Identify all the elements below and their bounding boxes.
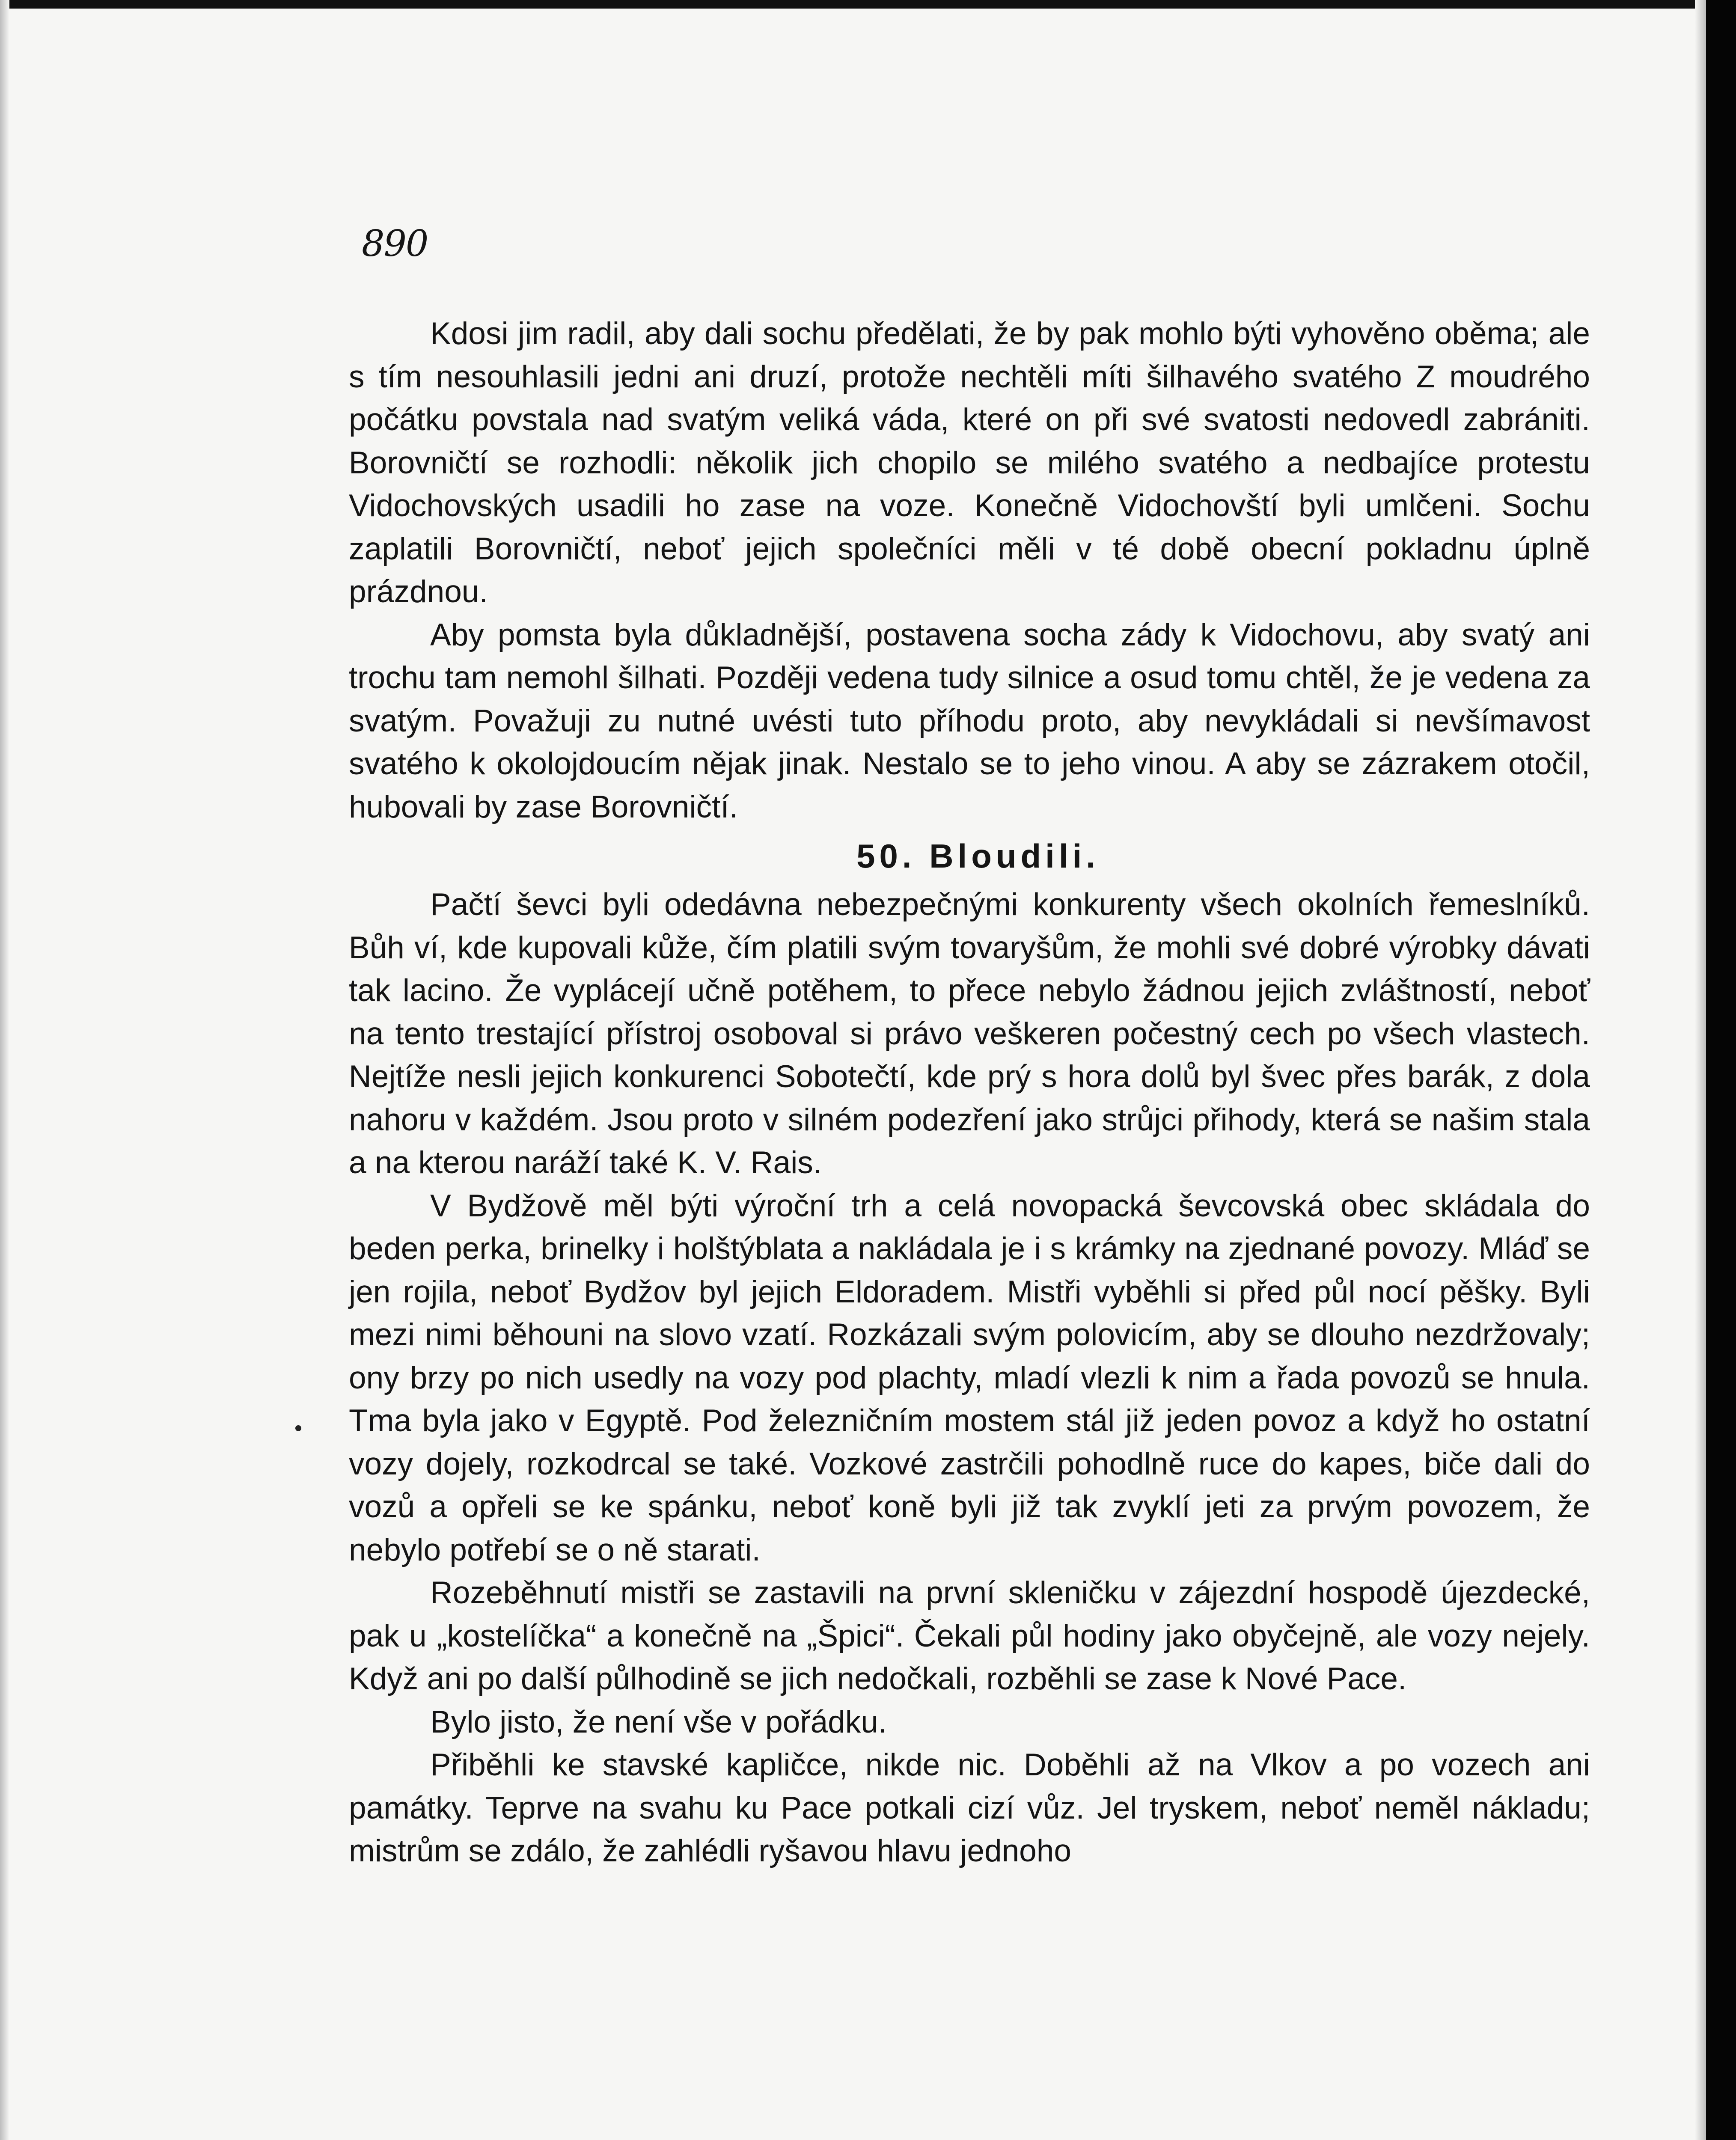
scan-border-shadow-right: [1695, 0, 1706, 2140]
page-number: 890: [362, 223, 428, 265]
scan-speck: [295, 1425, 301, 1431]
paragraph: Přiběhli ke stavské kapličce, nikde nic. Doběhli až na Vlkov a po vozech ani památky. Teprve na svahu ku Pace potkali cizí vůz. Jel tryskem, neboť neměl nákladu; mistrům se zdálo, že zahlédli ryšavou hlavu jednoho: [349, 1748, 1590, 1868]
paragraph: Aby pomsta byla důkladnější, postavena socha zády k Vidochovu, aby svatý ani trochu tam nemohl šilhati. Později vedena tudy silnice a osud tomu chtěl, že je vedena za svatým. Považuji zu nutné uvésti tuto příhodu proto, aby nevykládali si nevšímavost svatého k okolojdoucím nějak jinak. Nestalo se to jeho vinou. A aby se zázrakem otočil, hubovali by zase Borovničtí.: [349, 617, 1590, 824]
section-heading: 50. Bloudili.: [856, 837, 1100, 875]
body-text: [349, 312, 1590, 1873]
paragraph: Kdosi jim radil, aby dali sochu předělati, že by pak mohlo býti vyhověno oběma; ale s tím nesouhlasili jedni ani druzí, protože nechtěli míti šilhavého svatého Z moudrého počátku povstala nad svatým veliká váda, které on při své svatosti nedovedl zabrániti. Borovničtí se rozhodli: několik jich chopilo se milého svatého a nedbajíce protestu Vidochovských usadili ho zase na voze. Konečně Vidochovští byli umlčeni. Sochu zaplatili Borovničtí, neboť jejich společníci měli v té době obecní pokladnu úplně prázdnou.: [349, 316, 1590, 609]
scan-border-top: [0, 0, 1736, 9]
paragraph: Rozeběhnutí mistři se zastavili na první skleničku v zájezdní hospodě újezdecké, pak u „kostelíčka“ a konečně na „Špici“. Čekali půl hodiny jako obyčejně, ale vozy nejely. Když ani po další půlhodině se jich nedočkali, rozběhli se zase k Nové Pace.: [349, 1575, 1590, 1696]
paragraph: V Bydžově měl býti výroční trh a celá novopacká ševcovská obec skládala do beden perka, brinelky i holštýblata a nakládala je i s krámky na zjednané povozy. Mláď se jen rojila, neboť Bydžov byl jejich Eldoradem. Mistři vyběhli si před půl nocí pěšky. Byli mezi nimi běhouni na slovo vzatí. Rozkázali svým polovicím, aby se dlouho nezdržovaly; ony brzy po nich usedly na vozy pod plachty, mladí vlezli k nim a řada povozů se hnula. Tma byla jako v Egyptě. Pod železničním mostem stál již jeden povoz a když ho ostatní vozy dojely, rozkodrcal se také. Vozkové zastrčili pohodlně ruce do kapes, biče dali do vozů a opřeli se ke spánku, neboť koně byli již tak zvyklí jeti za prvým povozem, že nebylo potřebí se o ně starati.: [349, 1188, 1590, 1567]
paragraph: Pačtí ševci byli odedávna nebezpečnými konkurenty všech okolních řemeslníků. Bůh ví, kde kupovali kůže, čím platili svým tovaryšům, že mohli své dobré výrobky dávati tak lacino. Že vyplácejí učně potěhem, to přece nebylo žádnou jejich zvláštností, neboť na tento trestající přístroj osoboval si právo veškeren počestný cech po všech vlastech. Nejtíže nesli jejich konkurenci Sobotečtí, kde prý s hora dolů byl švec přes barák, z dola nahoru v každém. Jsou proto v silném podezření jako strůjci přihody, která se našim stala a na kterou naráží také K. V. Rais.: [349, 887, 1590, 1180]
scan-border-right: [1706, 0, 1736, 2140]
paragraph: Bylo jisto, že není vše v pořádku.: [430, 1704, 887, 1739]
scan-border-left: [0, 0, 9, 2140]
